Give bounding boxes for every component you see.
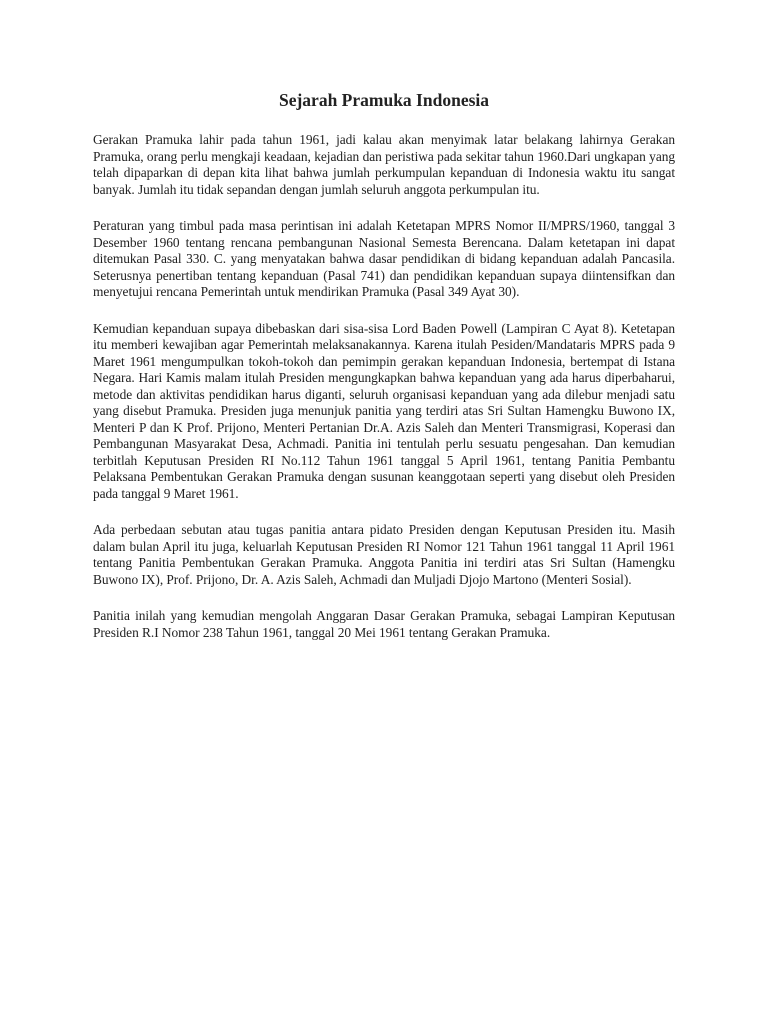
paragraph-1: Gerakan Pramuka lahir pada tahun 1961, jadi kalau akan menyimak latar belakang lahirnya Gerakan Pramuka, orang perlu mengkaji keadaan, kejadian dan peristiwa pada sekitar tahun 1960.Dari ungkapan yang telah dipaparkan di depan kita lihat bahwa jumlah perkumpulan kepanduan di Indonesia waktu itu sangat banyak. Jumlah itu tidak sepandan dengan jumlah seluruh anggota perkumpulan itu. [93,132,675,197]
paragraph-2: Peraturan yang timbul pada masa perintisan ini adalah Ketetapan MPRS Nomor II/MPRS/1960, tanggal 3 Desember 1960 tentang rencana pembangunan Nasional Semesta Berencana. Dalam ketetapan ini dapat ditemukan Pasal 330. C. yang menyatakan bahwa dasar pendidikan di bidang kepanduan adalah Pancasila. Seterusnya penertiban tentang kepanduan (Pasal 741) dan pendidikan kepanduan supaya diintensifkan dan menyetujui rencana Pemerintah untuk mendirikan Pramuka (Pasal 349 Ayat 30). [93,218,675,299]
paragraph-3: Kemudian kepanduan supaya dibebaskan dari sisa-sisa Lord Baden Powell (Lampiran C Ayat 8). Ketetapan itu memberi kewajiban agar Pemerintah melaksanakannya. Karena itulah Pesiden/Mandataris MPRS pada 9 Maret 1961 mengumpulkan tokoh-tokoh dan pemimpin gerakan kepanduan Indonesia, bertempat di Istana Negara. Hari Kamis malam itulah Presiden mengungkapkan bahwa kepanduan yang ada harus diperbaharui, metode dan aktivitas pendidikan harus diganti, seluruh organisasi kepanduan yang ada dilebur menjadi satu yang disebut Pramuka. Presiden juga menunjuk panitia yang terdiri atas Sri Sultan Hamengku Buwono IX, Menteri P dan K Prof. Prijono, Menteri Pertanian Dr.A. Azis Saleh dan Menteri Transmigrasi, Koperasi dan Pembangunan Masyarakat Desa, Achmadi. Panitia ini tentulah perlu sesuatu pengesahan. Dan kemudian terbitlah Keputusan Presiden RI No.112 Tahun 1961 tanggal 5 April 1961, tentang Panitia Pembantu Pelaksana Pembentukan Gerakan Pramuka dengan susunan keanggotaan seperti yang disebut oleh Presiden pada tanggal 9 Maret 1961. [93,320,675,501]
paragraph-4: Ada perbedaan sebutan atau tugas panitia antara pidato Presiden dengan Keputusan Presiden itu. Masih dalam bulan April itu juga, keluarlah Keputusan Presiden RI Nomor 121 Tahun 1961 tanggal 11 April 1961 tentang Panitia Pembentukan Gerakan Pramuka. Anggota Panitia ini terdiri atas Sri Sultan (Hamengku Buwono IX), Prof. Prijono, Dr. A. Azis Saleh, Achmadi dan Muljadi Djojo Martono (Menteri Sosial). [93,522,675,587]
document-title: Sejarah Pramuka Indonesia [278,90,490,110]
document-body [93,132,675,661]
paragraph-5: Panitia inilah yang kemudian mengolah Anggaran Dasar Gerakan Pramuka, sebagai Lampiran Keputusan Presiden R.I Nomor 238 Tahun 1961, tanggal 20 Mei 1961 tentang Gerakan Pramuka. [93,608,675,640]
